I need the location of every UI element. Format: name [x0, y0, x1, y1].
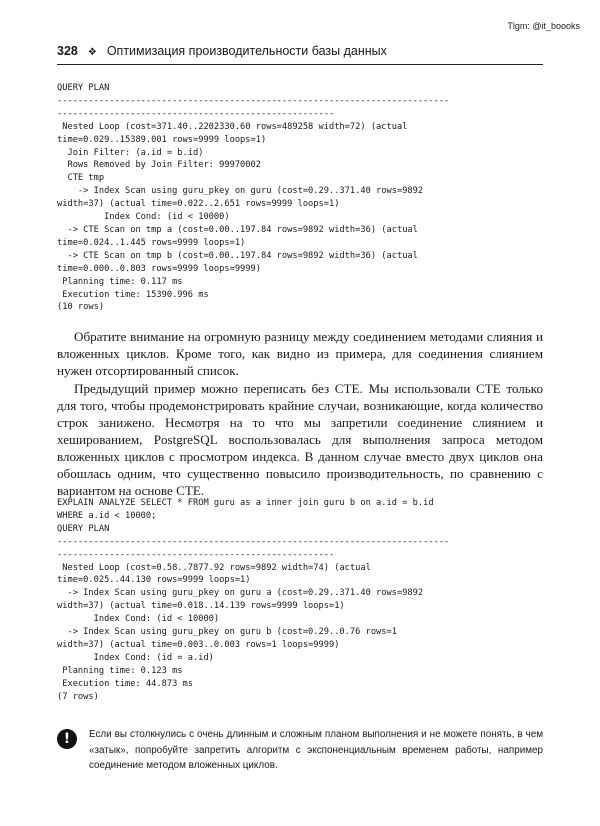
code-line: Index Cond: (id < 10000): [57, 614, 220, 625]
chapter-title: Оптимизация производительности базы данных: [106, 44, 387, 58]
body-paragraph: Обратите внимание на огромную разницу между соединением методами слияния и вложенных циклов. Кроме того, как видно из примера, для соединения слиянием нужен отсортированный список.: [57, 329, 543, 378]
query-plan-code-block: [57, 82, 543, 314]
code-line: Index Cond: (id < 10000): [57, 212, 230, 223]
code-line: ---------------------------------------------------------------------------: [57, 95, 450, 106]
code-line: (7 rows): [57, 691, 99, 702]
code-line: Planning time: 0.117 ms: [57, 276, 183, 287]
note-text: Если вы столкнулись с очень длинным и сложным планом выполнения и не можете понять, в чем «затык», попробуйте запретить алгоритм с экспоненциальным временем работы, например соединение методом вложенных циклов.: [89, 729, 543, 771]
watermark: Tlgm: @it_boooks: [507, 21, 580, 31]
code-line: Join Filter: (a.id = b.id): [57, 147, 204, 158]
diamond-icon: ❖: [87, 47, 97, 58]
code-line: -> Index Scan using guru_pkey on guru b (cost=0.29..0.76 rows=1: [57, 627, 397, 638]
code-line: time=0.025..44.130 rows=9999 loops=1): [57, 575, 251, 586]
code-line: Planning time: 0.123 ms: [57, 665, 183, 676]
code-line: ---------------------------------------------------------------------------: [57, 536, 450, 547]
code-line: WHERE a.id < 10000;: [57, 510, 157, 521]
code-line: width=37) (actual time=0.022..2.651 rows=9999 loops=1): [57, 199, 340, 210]
code-line: Execution time: 44.873 ms: [57, 678, 193, 689]
code-line: -----------------------------------------------------: [57, 108, 335, 119]
code-line: time=0.024..1.445 rows=9999 loops=1): [57, 237, 246, 248]
code-line: Execution time: 15390.996 ms: [57, 289, 209, 300]
code-line: time=0.029..15389.001 rows=9999 loops=1): [57, 134, 267, 145]
code-line: -> CTE Scan on tmp a (cost=0.00..197.84 rows=9892 width=36) (actual: [57, 224, 418, 235]
code-line: EXPLAIN ANALYZE SELECT * FROM guru as a inner join guru b on a.id = b.id: [57, 498, 434, 508]
code-line: Nested Loop (cost=371.40..2202330.60 rows=489258 width=72) (actual: [57, 121, 408, 132]
code-line: -> CTE Scan on tmp b (cost=0.00..197.84 rows=9892 width=36) (actual: [57, 250, 418, 261]
explain-analyze-code-block: [57, 497, 543, 704]
code-line: (10 rows): [57, 302, 105, 313]
code-line: CTE tmp: [57, 173, 105, 184]
code-line: -> Index Scan using guru_pkey on guru a (cost=0.29..371.40 rows=9892: [57, 588, 424, 599]
page-header: [57, 44, 543, 65]
code-line: Rows Removed by Join Filter: 99970002: [57, 160, 261, 171]
code-line: Nested Loop (cost=0.58..7877.92 rows=9892 width=74) (actual: [57, 562, 371, 573]
code-line: QUERY PLAN: [57, 83, 110, 93]
code-line: QUERY PLAN: [57, 523, 110, 534]
code-line: width=37) (actual time=0.018..14.139 rows=9999 loops=1): [57, 601, 345, 612]
warning-note: [57, 727, 543, 774]
code-line: -> Index Scan using guru_pkey on guru (cost=0.29..371.40 rows=9892: [57, 186, 424, 197]
code-line: width=37) (actual time=0.003..0.003 rows=1 loops=9999): [57, 639, 340, 650]
body-paragraph: Предыдущий пример можно переписать без CTE. Мы использовали CTE только для того, чтобы продемонстрировать крайние случаи, возникающие, когда количество строк занижено. Несмотря на то что мы запретили соединение слиянием и хешированием, PostgreSQL воспользовалась для выполнения запроса методом вложенных циклов с просмотром индекса. В данном случае вместо двух циклов она обошлась одним, что существенно повысило производительность, по сравнению с вариантом на основе CTE.: [57, 381, 543, 498]
code-line: time=0.000..0.803 rows=9999 loops=9999): [57, 263, 261, 274]
code-line: -----------------------------------------------------: [57, 549, 335, 560]
exclamation-icon: !: [57, 729, 77, 749]
code-line: Index Cond: (id = a.id): [57, 652, 214, 663]
page-number: 328: [57, 44, 78, 58]
